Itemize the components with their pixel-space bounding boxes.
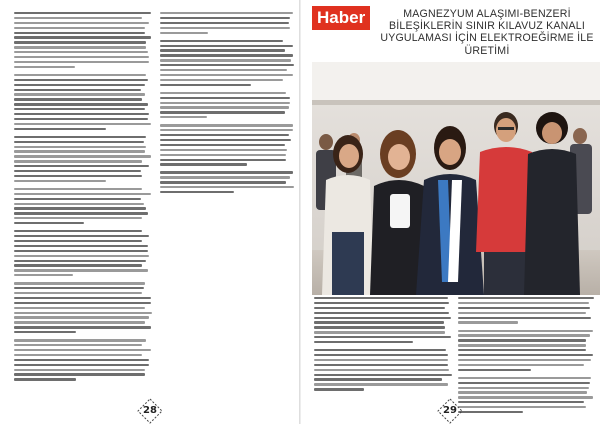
text-line [458, 401, 584, 403]
text-line [160, 116, 207, 118]
text-line [160, 84, 251, 86]
right-page-column-1 [314, 297, 452, 397]
text-line [314, 317, 451, 319]
text-line [14, 359, 149, 361]
text-line [14, 373, 145, 375]
text-line [314, 331, 445, 333]
text-line [14, 339, 146, 341]
text-line [314, 307, 445, 309]
text-line [14, 287, 144, 289]
text-line [14, 198, 141, 200]
text-line [14, 146, 146, 148]
text-line [458, 307, 590, 309]
text-line [160, 12, 293, 14]
text-line [14, 61, 149, 63]
text-line [160, 176, 290, 178]
text-line [14, 84, 145, 86]
group-photo-image [312, 62, 600, 295]
text-line [160, 139, 291, 141]
text-line [314, 297, 448, 299]
text-line [458, 321, 518, 323]
text-line [314, 359, 448, 361]
text-line [14, 79, 148, 81]
text-line [314, 336, 451, 338]
text-line [14, 349, 151, 351]
text-line [14, 307, 145, 309]
text-line [14, 302, 151, 304]
text-line [14, 136, 146, 138]
text-line [458, 364, 584, 366]
text-line [14, 331, 76, 333]
text-line [14, 269, 148, 271]
text-line [458, 359, 591, 361]
text-line [14, 46, 146, 48]
text-line [14, 27, 145, 29]
text-line [14, 32, 145, 34]
text-line [458, 349, 586, 351]
text-line [314, 341, 413, 343]
text-line [14, 118, 148, 120]
text-line [14, 113, 149, 115]
text-line [14, 155, 151, 157]
text-line [458, 344, 586, 346]
text-line [14, 150, 145, 152]
text-line [160, 159, 286, 161]
text-line [314, 312, 449, 314]
text-line [458, 387, 589, 389]
text-line [314, 321, 444, 323]
text-line [14, 255, 149, 257]
text-line [14, 378, 76, 380]
text-line [14, 17, 142, 19]
text-line [14, 321, 145, 323]
text-line [458, 396, 593, 398]
text-line [14, 274, 73, 276]
text-line [314, 383, 448, 385]
text-line [14, 89, 141, 91]
text-line [14, 170, 141, 172]
text-line [14, 326, 151, 328]
text-line [160, 102, 290, 104]
text-line [14, 292, 142, 294]
text-line [14, 369, 145, 371]
text-line [14, 193, 151, 195]
text-line [458, 391, 587, 393]
text-line [14, 312, 152, 314]
text-line [160, 92, 286, 94]
text-line [160, 171, 293, 173]
text-line [14, 297, 151, 299]
text-line [14, 207, 146, 209]
text-line [160, 22, 289, 24]
text-line [14, 188, 142, 190]
text-line [160, 124, 293, 126]
text-line [458, 339, 586, 341]
text-line [314, 349, 446, 351]
text-line [14, 22, 149, 24]
text-line [14, 354, 142, 356]
text-line [314, 374, 452, 376]
text-line [14, 108, 145, 110]
text-line [314, 388, 364, 390]
text-line [458, 377, 591, 379]
text-line [14, 180, 106, 182]
text-line [14, 141, 144, 143]
left-page-folio [137, 398, 163, 424]
text-line [458, 354, 593, 356]
text-line [14, 260, 146, 262]
text-line [14, 12, 151, 14]
right-page-number: 29 [443, 405, 457, 416]
text-line [160, 17, 290, 19]
text-line [160, 134, 289, 136]
text-line [160, 69, 287, 71]
text-line [160, 111, 285, 113]
group-photo [312, 62, 600, 295]
text-line [14, 165, 149, 167]
text-line [458, 330, 593, 332]
page-gutter [299, 0, 301, 424]
text-line [160, 191, 234, 193]
text-line [14, 41, 146, 43]
section-badge: Haber [312, 6, 370, 30]
right-page-column-2 [458, 297, 594, 423]
text-line [160, 144, 285, 146]
left-page-column-2 [160, 12, 294, 202]
text-line [14, 230, 142, 232]
text-line [458, 411, 523, 413]
text-line [160, 97, 290, 99]
text-line [14, 98, 142, 100]
text-line [14, 103, 148, 105]
text-line [14, 212, 148, 214]
text-line [14, 128, 106, 130]
text-line [14, 175, 142, 177]
text-line [458, 302, 589, 304]
text-line [458, 406, 586, 408]
text-line [14, 36, 151, 38]
text-line [14, 93, 145, 95]
text-line [160, 45, 293, 47]
text-line [14, 250, 148, 252]
text-line [160, 49, 285, 51]
text-line [14, 264, 142, 266]
text-line [14, 123, 151, 125]
right-page-folio [437, 398, 463, 424]
text-line [314, 354, 448, 356]
text-line [160, 40, 283, 42]
text-line [314, 369, 449, 371]
text-line [458, 297, 594, 299]
text-line [160, 163, 247, 165]
text-line [14, 245, 148, 247]
left-page-column-1 [14, 12, 152, 396]
text-line [14, 282, 145, 284]
text-line [458, 382, 590, 384]
text-line [160, 129, 293, 131]
text-line [14, 222, 84, 224]
text-line [14, 56, 149, 58]
text-line [314, 364, 448, 366]
text-line [160, 74, 293, 76]
text-line [14, 66, 75, 68]
text-line [160, 186, 294, 188]
text-line [458, 312, 586, 314]
text-line [14, 217, 142, 219]
text-line [458, 317, 591, 319]
text-line [314, 326, 445, 328]
text-line [160, 149, 287, 151]
text-line [160, 154, 286, 156]
text-line [458, 334, 590, 336]
text-line [160, 79, 283, 81]
text-line [458, 369, 531, 371]
text-line [160, 27, 290, 29]
text-line [160, 54, 293, 56]
text-line [160, 106, 289, 108]
text-line [14, 74, 146, 76]
text-line [160, 59, 291, 61]
left-page-number: 28 [143, 405, 157, 416]
text-line [314, 302, 449, 304]
text-line [14, 203, 144, 205]
text-line [14, 240, 142, 242]
text-line [160, 181, 286, 183]
text-line [14, 160, 142, 162]
text-line [14, 316, 149, 318]
text-line [14, 364, 149, 366]
text-line [14, 235, 149, 237]
text-line [314, 378, 442, 380]
text-line [14, 344, 142, 346]
text-line [14, 51, 148, 53]
article-headline: MAGNEZYUM ALAŞIMI-BENZERİ BİLEŞİKLERİN SINIR KILAVUZ KANALI UYGULAMASI İÇİN ELEKTROEĞİRME İLE ÜRETİMİ [380, 8, 594, 57]
text-line [160, 64, 294, 66]
text-line [160, 32, 208, 34]
